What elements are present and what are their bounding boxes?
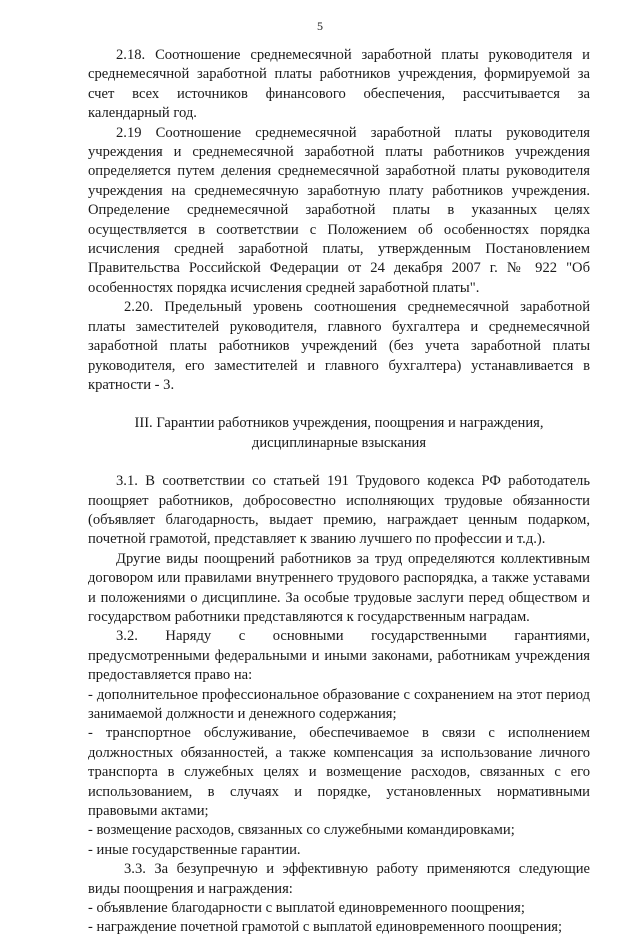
list-item: - награждение почетной грамотой с выплатой единовременного поощрения; [88,919,563,936]
section-heading-line-2: дисциплинарные взыскания [251,434,427,451]
paragraph-2-19: 2.19 Соотношение среднемесячной заработной платы руководителя учреждения и среднемесячной заработной платы работников учреждения определяется путем деления среднемесячной заработной платы руководителя учреждения на среднемесячную заработную плату работников учреждения. Определение среднемесячной заработной платы в указанных целях осуществляется в соответствии с Положением об особенностях порядка исчисления средней заработной платы, утвержденным Постановлением Правительства Российской Федерации от 24 декабря 2007 г. № 922 "Об особенностях порядка исчисления средней заработной платы". [88,124,590,296]
list-item: - транспортное обслуживание, обеспечиваемое в связи с исполнением должностных обязанностей, а также компенсация за использование личного транспорта в служебных целях и возмещение расходов, связанных с его использованием, в случаях и порядке, установленных нормативными правовыми актами; [88,725,590,820]
paragraph-3-2: 3.2. Наряду с основными государственными гарантиями, предусмотренными федеральными и иными законами, работникам учреждения предоставляется право на: [88,628,590,684]
paragraph-2-20: 2.20. Предельный уровень соотношения среднемесячной заработной платы заместителей руководителя, главного бухгалтера и среднемесячной заработной платы работников учреждений (без учета заработной платы руководителя, его заместителей и главного бухгалтера) устанавливается в кратности - 3. [88,299,590,393]
list-item: - дополнительное профессиональное образование с сохранением на этот период занимаемой должности и денежного содержания; [88,686,590,722]
paragraph-3-1: 3.1. В соответствии со статьей 191 Трудового кодекса РФ работодатель поощряет работников, добросовестно исполняющих трудовые обязанности (объявляет благодарность, выдает премию, награждает ценным подарком, почетной грамотой, представляет к званию лучшего по профессии и т.д.). [88,473,590,548]
paragraph-2-18: 2.18. Соотношение среднемесячной заработной платы руководителя и среднемесячной заработной платы работников учреждения, формируемой за счет всех источников финансового обеспечения, рассчитывается за календарный год. [88,47,590,122]
list-item: - иные государственные гарантии. [88,841,301,858]
section-heading [88,414,590,453]
section-heading-line-1: III. Гарантии работников учреждения, поощрения и награждения, [134,415,544,432]
paragraph-3-3: 3.3. За безупречную и эффективную работу применяются следующие виды поощрения и награждения: [88,861,590,897]
list-item: - объявление благодарности с выплатой единовременного поощрения; [88,900,525,917]
paragraph-other-rewards: Другие виды поощрений работников за труд определяются коллективным договором или правилами внутреннего трудового распорядка, а также уставами и положениями о дисциплине. За особые трудовые заслуги перед обществом и государством работники представляются к государственным наградам. [88,550,590,625]
page-number: 5 [317,19,323,33]
document-body [88,46,590,938]
list-item: - возмещение расходов, связанных со служебными командировками; [88,822,515,839]
